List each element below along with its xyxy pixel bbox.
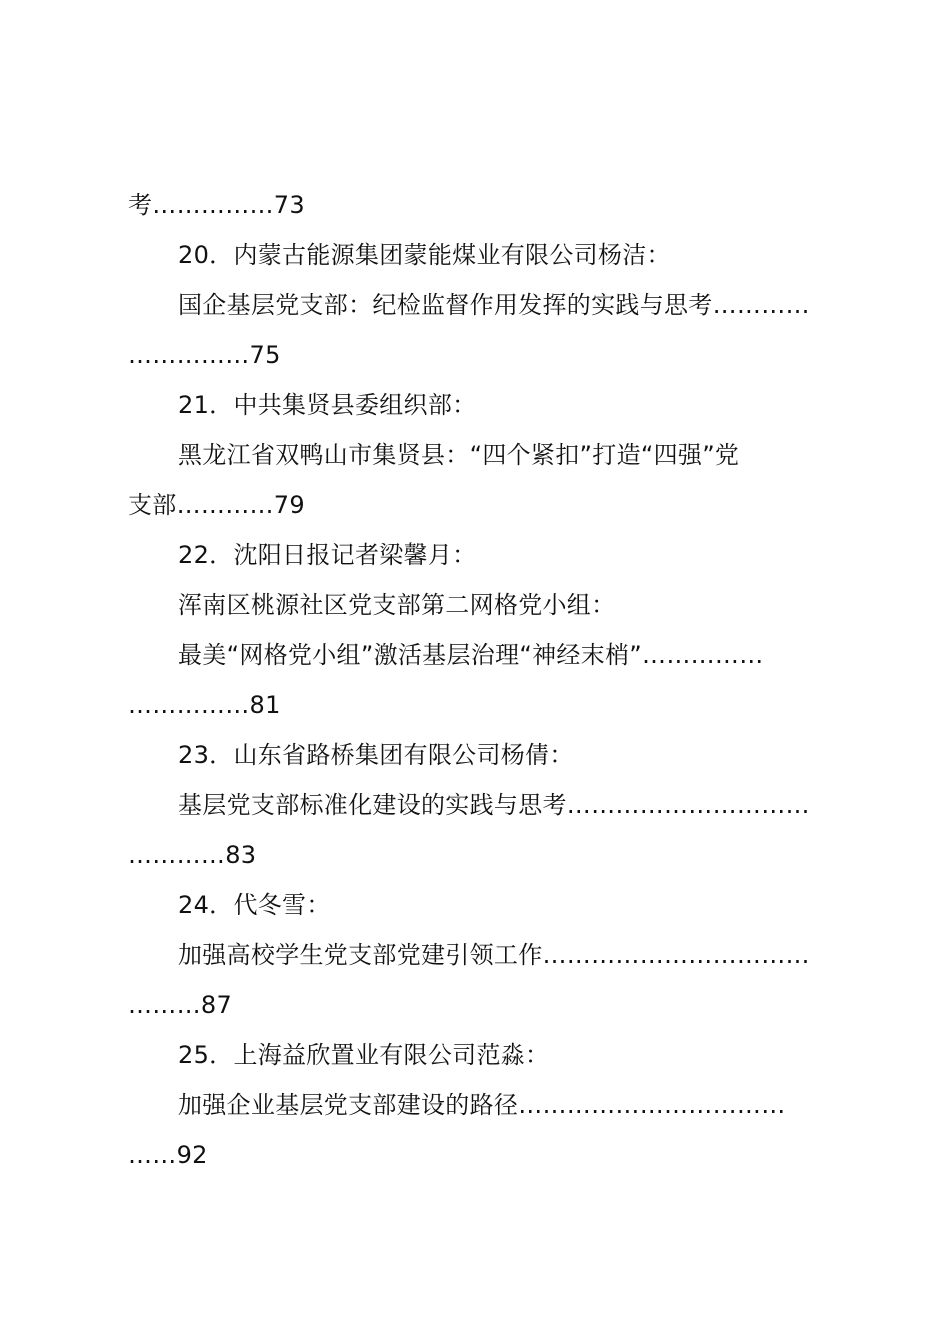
toc-entry-22-title: 最美“网格党小组”激活基层治理“神经末梢”…………… [178,641,764,669]
toc-entry-20-title: 国企基层党支部：纪检监督作用发挥的实践与思考………… [178,291,810,319]
toc-entry-24-page: ………87 [128,991,233,1019]
toc-entry-23-title: 基层党支部标准化建设的实践与思考………………………… [178,791,810,819]
toc-entry-25-page: ……92 [128,1141,208,1169]
toc-entry-22-author: 22．沈阳日报记者梁馨月： [178,541,477,569]
toc-entry-25-title: 加强企业基层党支部建设的路径…………………………… [178,1091,786,1119]
toc-entry-24-title: 加强高校学生党支部党建引领工作…………………………… [178,941,810,969]
toc-entry-23-page: …………83 [128,841,257,869]
toc-entry-21-title: 黑龙江省双鸭山市集贤县：“四个紧扣”打造“四强”党 [178,441,740,469]
toc-entry-20-page: ……………75 [128,341,281,369]
toc-entry-22-page: ……………81 [128,691,281,719]
toc-continuation-line: 考……………73 [128,191,305,219]
toc-entry-20-author: 20．内蒙古能源集团蒙能煤业有限公司杨洁： [178,241,671,269]
toc-entry-21-page: 支部…………79 [128,491,305,519]
toc-entry-22-subtitle: 浑南区桃源社区党支部第二网格党小组： [178,591,616,619]
toc-entry-24-author: 24．代冬雪： [178,891,331,919]
toc-entry-25-author: 25．上海益欣置业有限公司范淼： [178,1041,550,1069]
toc-entry-21-author: 21．中共集贤县委组织部： [178,391,477,419]
toc-entry-23-author: 23．山东省路桥集团有限公司杨倩： [178,741,574,769]
